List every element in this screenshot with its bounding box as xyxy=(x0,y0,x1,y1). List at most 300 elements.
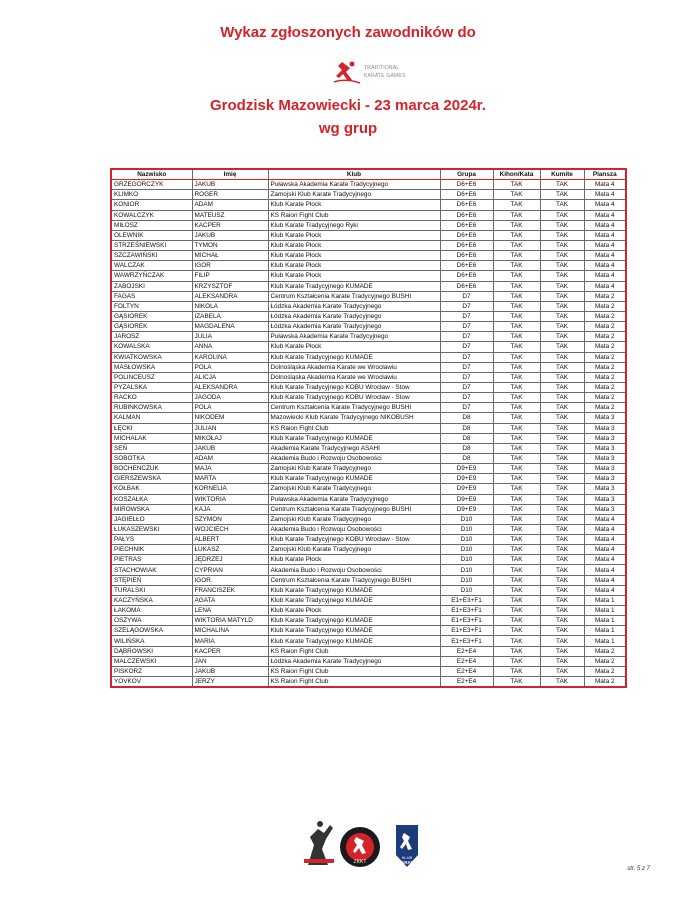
cell-imie: ADAM xyxy=(192,200,268,210)
klub-karate-shield-logo xyxy=(396,825,418,867)
cell-grupa: D10 xyxy=(440,535,493,545)
cell-kihon-kata: TAK xyxy=(493,372,540,382)
cell-grupa: D10 xyxy=(440,585,493,595)
cell-kumite: TAK xyxy=(540,565,584,575)
cell-kihon-kata: TAK xyxy=(493,403,540,413)
cell-kihon-kata: TAK xyxy=(493,210,540,220)
cell-kumite: TAK xyxy=(540,585,584,595)
cell-imie: MAJA xyxy=(192,464,268,474)
cell-nazwisko: OLEWNIK xyxy=(111,230,192,240)
cell-klub: Puławska Akademia Karate Tradycyjnego xyxy=(268,180,440,190)
cell-klub: Klub Karate Tradycyjnego KUMADE xyxy=(268,585,440,595)
cell-klub: Klub Karate Tradycyjnego KOBU Wrocław - Stow xyxy=(268,393,440,403)
cell-plansza: Mata 3 xyxy=(584,504,626,514)
cell-kihon-kata: TAK xyxy=(493,626,540,636)
cell-kihon-kata: TAK xyxy=(493,423,540,433)
cell-kumite: TAK xyxy=(540,443,584,453)
cell-grupa: D10 xyxy=(440,565,493,575)
cell-nazwisko: STĘPIEŃ xyxy=(111,575,192,585)
cell-nazwisko: SOBOTKA xyxy=(111,453,192,463)
cell-plansza: Mata 4 xyxy=(584,575,626,585)
cell-plansza: Mata 2 xyxy=(584,372,626,382)
cell-kumite: TAK xyxy=(540,220,584,230)
cell-imie: WIKTORIA xyxy=(192,494,268,504)
cell-kumite: TAK xyxy=(540,636,584,646)
cell-kihon-kata: TAK xyxy=(493,291,540,301)
cell-kumite: TAK xyxy=(540,464,584,474)
cell-kihon-kata: TAK xyxy=(493,301,540,311)
table-row xyxy=(111,443,626,453)
cell-imie: WIKTORIA MATYLD xyxy=(192,616,268,626)
cell-nazwisko: MIŁOSZ xyxy=(111,220,192,230)
zkkt-seal-logo xyxy=(340,827,380,867)
cell-kihon-kata: TAK xyxy=(493,666,540,676)
cell-kihon-kata: TAK xyxy=(493,220,540,230)
cell-klub: KS Raion Fight Club xyxy=(268,666,440,676)
cell-imie: KAROLINA xyxy=(192,352,268,362)
cell-kihon-kata: TAK xyxy=(493,190,540,200)
cell-imie: JULIA xyxy=(192,332,268,342)
cell-imie: FILIP xyxy=(192,271,268,281)
cell-grupa: E1+E3+F1 xyxy=(440,606,493,616)
karate-silhouette-logo xyxy=(304,821,334,865)
table-row xyxy=(111,393,626,403)
cell-nazwisko: PIECHNIK xyxy=(111,545,192,555)
cell-kumite: TAK xyxy=(540,322,584,332)
cell-plansza: Mata 2 xyxy=(584,291,626,301)
karate-figure-icon xyxy=(334,62,360,84)
cell-kumite: TAK xyxy=(540,646,584,656)
cell-nazwisko: MICHALAK xyxy=(111,433,192,443)
shield-text-line2: KARATE xyxy=(397,860,417,865)
cell-kihon-kata: TAK xyxy=(493,433,540,443)
cell-kumite: TAK xyxy=(540,291,584,301)
cell-plansza: Mata 4 xyxy=(584,210,626,220)
column-header-plansza: Plansza xyxy=(584,169,626,180)
cell-kihon-kata: TAK xyxy=(493,656,540,666)
cell-kumite: TAK xyxy=(540,403,584,413)
cell-kumite: TAK xyxy=(540,372,584,382)
cell-imie: MICHALINA xyxy=(192,626,268,636)
table-row xyxy=(111,362,626,372)
zkkt-seal-text: ZKKT xyxy=(353,859,367,865)
cell-kumite: TAK xyxy=(540,382,584,392)
table-row xyxy=(111,210,626,220)
cell-klub: Klub Karate Tradycyjnego KUMADE xyxy=(268,352,440,362)
table-row xyxy=(111,565,626,575)
cell-klub: Centrum Kształcenia Karate Tradycyjnego BUSHI xyxy=(268,575,440,585)
table-row xyxy=(111,504,626,514)
cell-klub: KS Raion Fight Club xyxy=(268,210,440,220)
cell-grupa: E2+E4 xyxy=(440,666,493,676)
cell-kumite: TAK xyxy=(540,210,584,220)
cell-klub: Zamojski Klub Karate Tradycyjnego xyxy=(268,190,440,200)
cell-imie: ŁUKASZ xyxy=(192,545,268,555)
cell-kumite: TAK xyxy=(540,494,584,504)
cell-klub: Centrum Kształcenia Karate Tradycyjnego BUSHI xyxy=(268,403,440,413)
cell-plansza: Mata 4 xyxy=(584,565,626,575)
cell-grupa: D8 xyxy=(440,443,493,453)
cell-kihon-kata: TAK xyxy=(493,382,540,392)
cell-klub: Zamojski Klub Karate Tradycyjnego xyxy=(268,484,440,494)
cell-kumite: TAK xyxy=(540,504,584,514)
logo-text-line1: TRADITIONAL xyxy=(364,65,400,71)
cell-nazwisko: GĄSIOREK xyxy=(111,311,192,321)
cell-grupa: D8 xyxy=(440,423,493,433)
cell-klub: Akademia Budo i Rozwoju Osobowości xyxy=(268,565,440,575)
cell-nazwisko: OSZYWA xyxy=(111,616,192,626)
cell-klub: Zamojski Klub Karate Tradycyjnego xyxy=(268,464,440,474)
cell-nazwisko: ŁĘCKI xyxy=(111,423,192,433)
cell-kihon-kata: TAK xyxy=(493,677,540,688)
cell-grupa: D10 xyxy=(440,545,493,555)
cell-grupa: D10 xyxy=(440,575,493,585)
table-row xyxy=(111,311,626,321)
cell-grupa: E1+E3+F1 xyxy=(440,626,493,636)
cell-imie: MARTA xyxy=(192,474,268,484)
cell-kumite: TAK xyxy=(540,666,584,676)
cell-klub: KS Raion Fight Club xyxy=(268,423,440,433)
table-row xyxy=(111,524,626,534)
cell-klub: Dolnośląska Akademia Karate we Wrocławiu xyxy=(268,372,440,382)
cell-kihon-kata: TAK xyxy=(493,504,540,514)
table-row xyxy=(111,545,626,555)
cell-klub: Klub Karate Płock xyxy=(268,261,440,271)
table-row xyxy=(111,514,626,524)
cell-grupa: D10 xyxy=(440,514,493,524)
cell-grupa: D7 xyxy=(440,332,493,342)
cell-klub: Zamojski Klub Karate Tradycyjnego xyxy=(268,545,440,555)
cell-klub: Puławska Akademia Karate Tradycyjnego xyxy=(268,494,440,504)
cell-kumite: TAK xyxy=(540,524,584,534)
cell-plansza: Mata 1 xyxy=(584,616,626,626)
cell-klub: Klub Karate Płock xyxy=(268,230,440,240)
cell-nazwisko: WILIŃSKA xyxy=(111,636,192,646)
table-row xyxy=(111,240,626,250)
cell-kumite: TAK xyxy=(540,230,584,240)
cell-kumite: TAK xyxy=(540,190,584,200)
cell-grupa: D9+E9 xyxy=(440,504,493,514)
cell-kihon-kata: TAK xyxy=(493,362,540,372)
cell-plansza: Mata 2 xyxy=(584,403,626,413)
cell-plansza: Mata 4 xyxy=(584,220,626,230)
cell-nazwisko: ŁUKASZEWSKI xyxy=(111,524,192,534)
cell-plansza: Mata 4 xyxy=(584,545,626,555)
cell-grupa: E1+E3+F1 xyxy=(440,616,493,626)
table-row xyxy=(111,474,626,484)
cell-imie: KORNELIA xyxy=(192,484,268,494)
cell-imie: AGATA xyxy=(192,595,268,605)
cell-nazwisko: GĄSIOREK xyxy=(111,322,192,332)
cell-grupa: E1+E3+F1 xyxy=(440,636,493,646)
cell-imie: MAGDALENA xyxy=(192,322,268,332)
cell-grupa: E2+E4 xyxy=(440,646,493,656)
cell-imie: JAGODA xyxy=(192,393,268,403)
cell-klub: Klub Karate Płock xyxy=(268,200,440,210)
table-row xyxy=(111,656,626,666)
cell-grupa: D7 xyxy=(440,342,493,352)
cell-kihon-kata: TAK xyxy=(493,271,540,281)
cell-kihon-kata: TAK xyxy=(493,413,540,423)
cell-grupa: E2+E4 xyxy=(440,656,493,666)
cell-grupa: D6+E6 xyxy=(440,251,493,261)
cell-plansza: Mata 2 xyxy=(584,352,626,362)
cell-klub: Łódzka Akademia Karate Tradycyjnego xyxy=(268,301,440,311)
cell-kumite: TAK xyxy=(540,474,584,484)
table-row xyxy=(111,352,626,362)
cell-klub: KS Raion Fight Club xyxy=(268,646,440,656)
cell-kihon-kata: TAK xyxy=(493,524,540,534)
cell-plansza: Mata 2 xyxy=(584,666,626,676)
cell-imie: POLA xyxy=(192,362,268,372)
cell-klub: Klub Karate Płock xyxy=(268,251,440,261)
cell-kihon-kata: TAK xyxy=(493,575,540,585)
cell-kihon-kata: TAK xyxy=(493,251,540,261)
cell-nazwisko: FAGAS xyxy=(111,291,192,301)
cell-nazwisko: DĄBROWSKI xyxy=(111,646,192,656)
cell-grupa: E1+E3+F1 xyxy=(440,595,493,605)
cell-plansza: Mata 3 xyxy=(584,494,626,504)
table-header-row xyxy=(111,169,626,180)
column-header-klub: Klub xyxy=(268,169,440,180)
cell-kihon-kata: TAK xyxy=(493,393,540,403)
cell-imie: IGOR xyxy=(192,575,268,585)
cell-kumite: TAK xyxy=(540,362,584,372)
cell-kumite: TAK xyxy=(540,595,584,605)
cell-kumite: TAK xyxy=(540,575,584,585)
cell-nazwisko: SEŃ xyxy=(111,443,192,453)
footer-logos xyxy=(300,815,440,875)
cell-klub: Dolnośląska Akademia Karate we Wrocławiu xyxy=(268,362,440,372)
cell-kihon-kata: TAK xyxy=(493,595,540,605)
cell-kumite: TAK xyxy=(540,342,584,352)
cell-nazwisko: STRZEŚNIEWSKI xyxy=(111,240,192,250)
cell-kihon-kata: TAK xyxy=(493,342,540,352)
cell-grupa: D9+E9 xyxy=(440,464,493,474)
cell-imie: FRANCISZEK xyxy=(192,585,268,595)
cell-nazwisko: ŁAKOMA xyxy=(111,606,192,616)
competitors-table xyxy=(110,168,627,688)
cell-kihon-kata: TAK xyxy=(493,464,540,474)
cell-imie: ALICJA xyxy=(192,372,268,382)
cell-klub: Łódzka Akademia Karate Tradycyjnego xyxy=(268,656,440,666)
cell-grupa: D8 xyxy=(440,413,493,423)
cell-kihon-kata: TAK xyxy=(493,332,540,342)
cell-imie: NIKOLA xyxy=(192,301,268,311)
table-row xyxy=(111,291,626,301)
cell-kumite: TAK xyxy=(540,393,584,403)
table-row xyxy=(111,180,626,190)
table-row xyxy=(111,403,626,413)
cell-klub: Klub Karate Tradycyjnego KUMADE xyxy=(268,433,440,443)
cell-klub: Centrum Kształcenia Karate Tradycyjnego BUSHI xyxy=(268,291,440,301)
cell-kihon-kata: TAK xyxy=(493,474,540,484)
cell-imie: KACPER xyxy=(192,646,268,656)
cell-grupa: D6+E6 xyxy=(440,180,493,190)
cell-plansza: Mata 4 xyxy=(584,180,626,190)
traditional-karate-games-logo xyxy=(332,58,432,86)
cell-imie: JAKUB xyxy=(192,443,268,453)
cell-plansza: Mata 2 xyxy=(584,382,626,392)
cell-kihon-kata: TAK xyxy=(493,535,540,545)
cell-nazwisko: MASŁOWSKA xyxy=(111,362,192,372)
cell-kumite: TAK xyxy=(540,453,584,463)
cell-klub: Zamojski Klub Karate Tradycyjnego xyxy=(268,514,440,524)
table-row xyxy=(111,453,626,463)
cell-imie: POLA xyxy=(192,403,268,413)
cell-imie: ALEKSANDRA xyxy=(192,291,268,301)
cell-klub: Klub Karate Tradycyjnego KUMADE xyxy=(268,616,440,626)
cell-kumite: TAK xyxy=(540,514,584,524)
table-row xyxy=(111,535,626,545)
cell-grupa: D9+E9 xyxy=(440,474,493,484)
cell-imie: MARIA xyxy=(192,636,268,646)
table-row xyxy=(111,606,626,616)
cell-plansza: Mata 4 xyxy=(584,261,626,271)
cell-imie: JAKUB xyxy=(192,666,268,676)
cell-grupa: D6+E6 xyxy=(440,190,493,200)
table-row xyxy=(111,636,626,646)
cell-imie: ALEKSANDRA xyxy=(192,382,268,392)
table-row xyxy=(111,575,626,585)
cell-nazwisko: KLIMKO xyxy=(111,190,192,200)
cell-imie: JAKUB xyxy=(192,230,268,240)
cell-kumite: TAK xyxy=(540,413,584,423)
cell-kihon-kata: TAK xyxy=(493,180,540,190)
cell-plansza: Mata 1 xyxy=(584,595,626,605)
cell-kumite: TAK xyxy=(540,352,584,362)
cell-imie: LENA xyxy=(192,606,268,616)
cell-nazwisko: RUBINKOWSKA xyxy=(111,403,192,413)
cell-nazwisko: KOŁBAK xyxy=(111,484,192,494)
cell-grupa: D6+E6 xyxy=(440,220,493,230)
cell-kumite: TAK xyxy=(540,433,584,443)
cell-grupa: D10 xyxy=(440,555,493,565)
cell-kihon-kata: TAK xyxy=(493,585,540,595)
cell-kihon-kata: TAK xyxy=(493,646,540,656)
table-row xyxy=(111,433,626,443)
cell-klub: Akademia Karate Tradycyjnego ASAHI xyxy=(268,443,440,453)
cell-grupa: D7 xyxy=(440,352,493,362)
cell-grupa: D6+E6 xyxy=(440,210,493,220)
cell-nazwisko: KOWALCZYK xyxy=(111,210,192,220)
cell-klub: Klub Karate Tradycyjnego KOBU Wrocław - Stow xyxy=(268,535,440,545)
cell-plansza: Mata 4 xyxy=(584,190,626,200)
table-row xyxy=(111,413,626,423)
table-row xyxy=(111,190,626,200)
column-header-nazwisko: Nazwisko xyxy=(111,169,192,180)
cell-nazwisko: PIETRAS xyxy=(111,555,192,565)
cell-kumite: TAK xyxy=(540,484,584,494)
cell-kumite: TAK xyxy=(540,677,584,688)
table-row xyxy=(111,332,626,342)
cell-grupa: D6+E6 xyxy=(440,281,493,291)
cell-kumite: TAK xyxy=(540,626,584,636)
column-header-grupa: Grupa xyxy=(440,169,493,180)
cell-nazwisko: MIROWSKA xyxy=(111,504,192,514)
cell-nazwisko: SZCZAWIŃSKI xyxy=(111,251,192,261)
cell-nazwisko: KALMAN xyxy=(111,413,192,423)
cell-plansza: Mata 3 xyxy=(584,433,626,443)
cell-kumite: TAK xyxy=(540,301,584,311)
cell-grupa: D7 xyxy=(440,301,493,311)
cell-plansza: Mata 2 xyxy=(584,332,626,342)
cell-plansza: Mata 3 xyxy=(584,423,626,433)
cell-nazwisko: KOSZAŁKA xyxy=(111,494,192,504)
cell-plansza: Mata 4 xyxy=(584,514,626,524)
cell-kumite: TAK xyxy=(540,555,584,565)
cell-kihon-kata: TAK xyxy=(493,453,540,463)
cell-plansza: Mata 3 xyxy=(584,443,626,453)
cell-klub: Klub Karate Tradycyjnego KUMADE xyxy=(268,281,440,291)
cell-plansza: Mata 4 xyxy=(584,281,626,291)
cell-imie: TYMON xyxy=(192,240,268,250)
cell-nazwisko: BOCHENCZUK xyxy=(111,464,192,474)
cell-kihon-kata: TAK xyxy=(493,281,540,291)
cell-kihon-kata: TAK xyxy=(493,484,540,494)
cell-klub: KS Raion Fight Club xyxy=(268,677,440,688)
table-row xyxy=(111,595,626,605)
document-title: Wykaz zgłoszonych zawodników do xyxy=(220,24,476,41)
column-header-imie: Imię xyxy=(192,169,268,180)
cell-plansza: Mata 4 xyxy=(584,230,626,240)
cell-imie: WOJCIECH xyxy=(192,524,268,534)
cell-klub: Klub Karate Tradycyjnego KUMADE xyxy=(268,626,440,636)
cell-grupa: D9+E9 xyxy=(440,484,493,494)
table-row xyxy=(111,322,626,332)
cell-nazwisko: KONIOR xyxy=(111,200,192,210)
cell-plansza: Mata 3 xyxy=(584,484,626,494)
cell-imie: IGOR xyxy=(192,261,268,271)
table-row xyxy=(111,200,626,210)
cell-kihon-kata: TAK xyxy=(493,200,540,210)
cell-kumite: TAK xyxy=(540,281,584,291)
cell-klub: Łódzka Akademia Karate Tradycyjnego xyxy=(268,322,440,332)
cell-grupa: E2+E4 xyxy=(440,677,493,688)
cell-kihon-kata: TAK xyxy=(493,555,540,565)
cell-plansza: Mata 4 xyxy=(584,240,626,250)
cell-kihon-kata: TAK xyxy=(493,616,540,626)
cell-kumite: TAK xyxy=(540,200,584,210)
cell-nazwisko: KOWALSKA xyxy=(111,342,192,352)
cell-nazwisko: ZABOJSKI xyxy=(111,281,192,291)
table-row xyxy=(111,555,626,565)
cell-nazwisko: TURALSKI xyxy=(111,585,192,595)
cell-kumite: TAK xyxy=(540,545,584,555)
cell-grupa: D7 xyxy=(440,372,493,382)
cell-nazwisko: YOVKOV xyxy=(111,677,192,688)
table-row xyxy=(111,382,626,392)
cell-plansza: Mata 1 xyxy=(584,606,626,616)
cell-klub: Klub Karate Płock xyxy=(268,342,440,352)
cell-nazwisko: PAŁYS xyxy=(111,535,192,545)
table-row xyxy=(111,585,626,595)
cell-kumite: TAK xyxy=(540,251,584,261)
cell-imie: KRZYSZTOF xyxy=(192,281,268,291)
cell-kihon-kata: TAK xyxy=(493,606,540,616)
cell-nazwisko: GIERSZEWSKA xyxy=(111,474,192,484)
cell-imie: IZABELA xyxy=(192,311,268,321)
cell-plansza: Mata 4 xyxy=(584,535,626,545)
cell-kumite: TAK xyxy=(540,606,584,616)
cell-klub: Puławska Akademia Karate Tradycyjnego xyxy=(268,332,440,342)
cell-plansza: Mata 4 xyxy=(584,585,626,595)
cell-grupa: D7 xyxy=(440,393,493,403)
cell-kumite: TAK xyxy=(540,311,584,321)
cell-grupa: D8 xyxy=(440,453,493,463)
cell-nazwisko: KWIATKOWSKA xyxy=(111,352,192,362)
table-row xyxy=(111,677,626,688)
